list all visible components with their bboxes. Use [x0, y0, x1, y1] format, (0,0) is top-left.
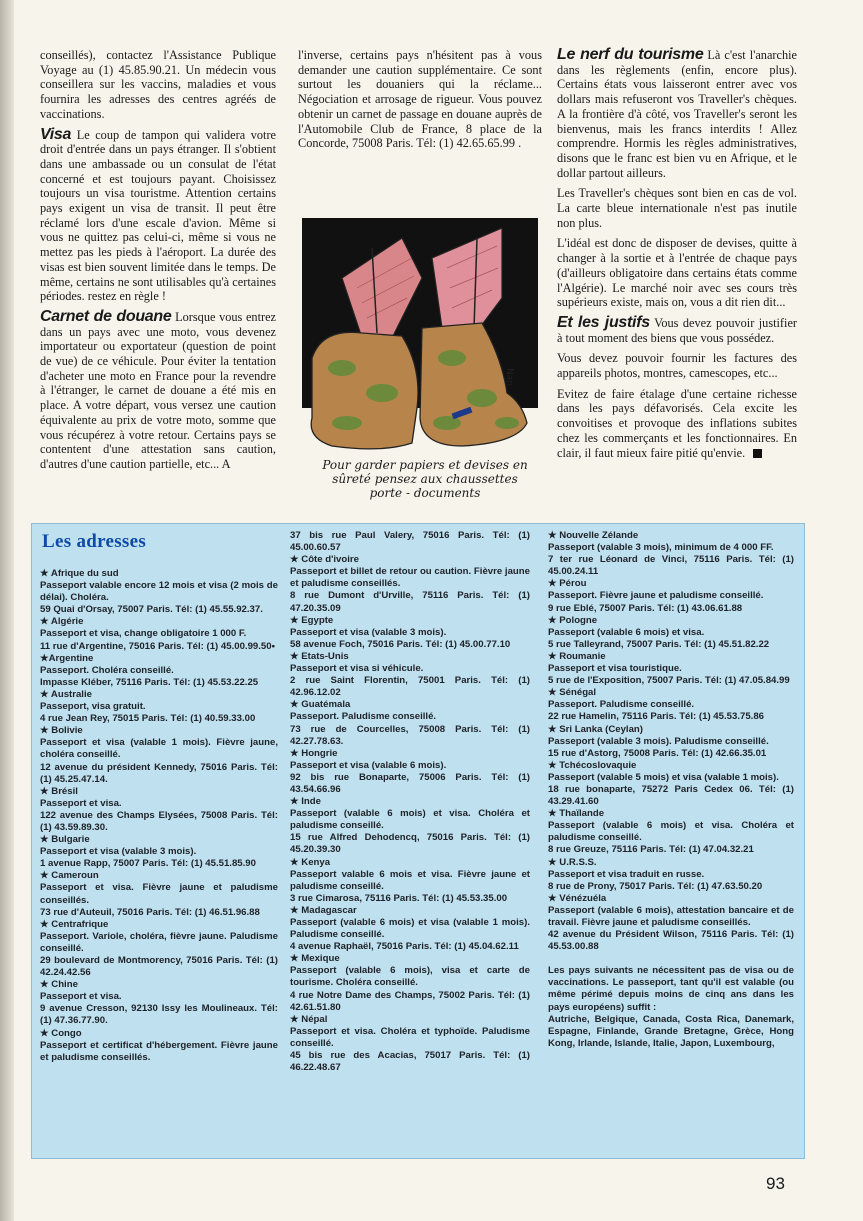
address-entry — [40, 786, 278, 834]
address-info: Passeport et visa (valable 3 mois). — [40, 846, 197, 858]
carnet-continued: l'inverse, certains pays n'hésitent pas à vous demander une caution supplémentaire. Ce sont surtout les douaniers qui la réclame... Négociation et arrosage de rigueur. Vous pouvez obtenir un carnet de passage en douane auprès de l'Automobile Club de France, 8 place de la Concorde, 75008 Paris. Tél: (1) 42.65.65.99 . — [298, 48, 542, 151]
address-entry — [548, 893, 794, 953]
address-entry — [40, 725, 278, 785]
justifs-para-2: Vous devez pouvoir fournir les factures des appareils photos, montres, camescopes, etc... — [557, 351, 797, 381]
page-number: 93 — [766, 1174, 785, 1193]
caption-line-2: sûreté pensez aux chaussettes — [332, 472, 518, 486]
address-address: 18 rue bonaparte, 75272 Paris Cedex 06. Tél: (1) 43.29.41.60 — [548, 783, 794, 808]
heading-nerf-du-tourisme: Le nerf du tourisme — [557, 46, 704, 63]
address-country: ★ U.R.S.S. — [548, 856, 597, 868]
heading-visa: Visa — [40, 125, 72, 143]
address-entry — [548, 808, 794, 856]
no-visa-note: Les pays suivants ne nécessitent pas de visa ou de vaccinations. Le passeport, tant qu'il est valable (ou même périmé depuis moins de cinq ans dans les pays européens) suffit : — [548, 965, 794, 1013]
address-country: ★ Congo — [40, 1027, 82, 1039]
address-info: Passeport et certificat d'hébergement. Fièvre jaune et paludisme conseillés. — [40, 1039, 278, 1063]
sock-illustration — [302, 218, 538, 508]
address-entry — [290, 554, 530, 614]
address-info: Passeport et visa si véhicule. — [290, 663, 424, 675]
address-info: Passeport valable encore 12 mois et visa (2 mois de délai). Choléra. — [40, 580, 278, 604]
address-address: Impasse Kléber, 75116 Paris. Tél: (1) 45.53.22.25 — [40, 676, 259, 688]
address-entry — [40, 834, 278, 870]
address-country: ★ Brésil — [40, 785, 78, 797]
address-info: Passeport. Variole, choléra, fièvre jaune. Paludisme conseillé. — [40, 930, 278, 954]
address-entry — [290, 615, 530, 651]
address-info: Passeport (valable 6 mois) et visa. — [548, 626, 705, 638]
address-info: Passeport et visa. Choléra et typhoïde. Paludisme conseillé. — [290, 1025, 530, 1049]
address-address: 58 avenue Foch, 75016 Paris. Tél: (1) 45.00.77.10 — [290, 638, 511, 650]
address-address: 8 rue Dumont d'Urville, 75116 Paris. Tél: (1) 47.20.35.09 — [290, 590, 530, 614]
address-info: Passeport. Fièvre jaune et paludisme conseillé. — [548, 590, 764, 602]
addresses-column-3 — [548, 530, 794, 1050]
address-address: 122 avenue des Champs Elysées, 75008 Paris. Tél: (1) 43.59.89.30. — [40, 809, 278, 833]
address-country: ★ Chine — [40, 979, 78, 991]
heading-et-les-justifs: Et les justifs — [557, 313, 650, 331]
page-binding-shadow — [0, 0, 14, 1221]
no-visa-countries: Autriche, Belgique, Canada, Costa Rica, Danemark, Espagne, Finlande, Grande Bretagne, Grèce, Hong Kong, Irlande, Islande, Italie, Japon, Luxembourg, — [548, 1013, 794, 1049]
address-address: 15 rue Alfred Dehodencq, 75016 Paris. Tél: (1) 45.20.39.30 — [290, 832, 530, 856]
address-info: Passeport et billet de retour ou caution. Fièvre jaune et paludisme conseillés. — [290, 566, 530, 590]
address-entry — [548, 687, 794, 723]
address-address: 9 rue Eblé, 75007 Paris. Tél: (1) 43.06.61.88 — [548, 602, 743, 614]
address-info: Passeport et visa (valable 1 mois). Fièvre jaune, choléra conseillé. — [40, 737, 278, 761]
address-entry — [290, 796, 530, 856]
address-country: ★ Guatémala — [290, 699, 351, 711]
address-info: Passeport et visa. Fièvre jaune et paludisme conseillés. — [40, 882, 278, 906]
address-country: ★ Thaïlande — [548, 808, 605, 820]
address-info: Passeport et visa, change obligatoire 1 000 F. — [40, 628, 247, 640]
section-visa — [40, 125, 276, 304]
address-entry — [290, 530, 530, 554]
address-address: 2 rue Saint Florentin, 75001 Paris. Tél: (1) 42.96.12.02 — [290, 675, 530, 699]
address-address: 5 rue de l'Exposition, 75007 Paris. Tél: (1) 47.05.84.99 — [548, 675, 790, 687]
address-info: Passeport (valable 3 mois), minimum de 4 000 FF. — [548, 542, 774, 554]
caption-line-1: Pour garder papiers et devises en — [322, 458, 528, 472]
address-info: Passeport valable 6 mois et visa. Fièvre jaune et paludisme conseillé. — [290, 868, 530, 892]
intro-paragraph: conseillés), contactez l'Assistance Publique Voyage au (1) 45.85.90.21. Un médecin vous conseillera sur les vaccins, maladies et vous fournira les adresses des centres agréés de vaccinations. — [40, 48, 276, 121]
address-country: ★ Hongrie — [290, 747, 338, 759]
address-address: 37 bis rue Paul Valery, 75016 Paris. Tél: (1) 45.00.60.57 — [290, 530, 530, 554]
address-entry — [40, 616, 278, 652]
address-info: Passeport et visa (valable 3 mois). — [290, 626, 447, 638]
address-country: ★ Pérou — [548, 578, 587, 590]
address-address: 7 ter rue Léonard de Vinci, 75116 Paris. Tél: (1) 45.00.24.11 — [548, 554, 794, 578]
nerf-para-3: L'idéal est donc de disposer de devises, quitte à changer à la sortie et à l'entrée de chaque pays (d'ailleurs obligatoire dans certains états comme l'Algérie). Le marché noir avec ses cours très supérieurs existe, mais on, vous a dit rien dit... — [557, 236, 797, 310]
address-country: ★ Népal — [290, 1013, 328, 1025]
address-entry — [40, 979, 278, 1027]
address-address: 73 rue d'Auteuil, 75016 Paris. Tél: (1) 46.51.96.88 — [40, 906, 260, 918]
address-entry — [548, 760, 794, 808]
address-entry — [40, 919, 278, 979]
address-entry — [290, 699, 530, 747]
address-address: 3 rue Cimarosa, 75116 Paris. Tél: (1) 45.53.35.00 — [290, 892, 508, 904]
address-address: 4 rue Jean Rey, 75015 Paris. Tél: (1) 40.59.33.00 — [40, 713, 256, 725]
address-info: Passeport (valable 6 mois), visa et carte de tourisme. Choléra conseillé. — [290, 965, 530, 989]
address-entry — [548, 530, 794, 578]
article-column-1 — [40, 48, 276, 478]
text-visa: Le coup de tampon qui validera votre droit d'entrée dans un pays étranger. Il s'obtient dans une ambassade ou un consulat de l'état concerné et est toujours payant. Choisissez toujours un visa touristme. Attention certains pays exigent un visa de transit. Il peut être réclamé lors d'une escale d'avion. Même si vous ne quittez pas celui-ci, même si vous ne mettez pas les pieds à l'aéroport. La durée des visas est bien souvent limitée dans le temps. De même, certains ne sont utilisables qu'à certaines périodes. restez en règle ! — [40, 127, 276, 304]
address-info: Passeport (valable 6 mois) et visa (valable 1 mois). Paludisme conseillé. — [290, 917, 530, 941]
address-info: Passeport (valable 3 mois). Paludisme conseillé. — [548, 735, 769, 747]
address-country: ★ Centrafrique — [40, 918, 109, 930]
address-country: ★ Kenya — [290, 856, 331, 868]
address-info: Passeport (valable 5 mois) et visa (valable 1 mois). — [548, 771, 779, 783]
address-address: 59 Quai d'Orsay, 75007 Paris. Tél: (1) 45.55.92.37. — [40, 604, 263, 616]
section-carnet — [40, 307, 276, 472]
heading-carnet-de-douane: Carnet de douane — [40, 307, 172, 325]
address-info: Passeport. Choléra conseillé. — [40, 664, 174, 676]
address-country: ★ Egypte — [290, 614, 334, 626]
address-address: 8 rue de Prony, 75017 Paris. Tél: (1) 47.63.50.20 — [548, 880, 763, 892]
address-info: Passeport et visa traduit en russe. — [548, 868, 705, 880]
address-entry — [548, 857, 794, 893]
addresses-box — [31, 523, 805, 1159]
justifs-para-1: Vous devez pouvoir justifier à tout moment des biens que vous possédez. — [557, 315, 797, 345]
address-country: ★ Pologne — [548, 614, 598, 626]
address-country: ★ Cameroun — [40, 870, 99, 882]
address-info: Passeport et visa (valable 6 mois). — [290, 759, 447, 771]
address-info: Passeport (valable 6 mois) et visa. Choléra et paludisme conseillé. — [548, 820, 794, 844]
illustration-caption — [320, 458, 530, 500]
nerf-para-1: Là c'est l'anarchie dans les règlements (enfin, encore plus). Certains états vous laisseront entrer avec vos dollars mais refuseront vos Traveller's chèques. A la frontière d'à côté, vos Traveller's seront les bienvenus, mais les francs interdits ! Allez comprendre. Hormis les règles administratives, disons que le franc est bien vu en Afrique, et le dollar partout ailleurs. — [557, 48, 797, 180]
address-address: 4 avenue Raphaël, 75016 Paris. Tél: (1) 45.04.62.11 — [290, 941, 519, 953]
address-entry — [290, 651, 530, 699]
address-address: 42 avenue du Président Wilson, 75116 Paris. Tél: (1) 45.53.00.88 — [548, 929, 794, 953]
address-entry — [40, 1028, 278, 1064]
address-entry — [40, 568, 278, 616]
address-info: Passeport (valable 6 mois) et visa. Choléra et paludisme conseillé. — [290, 808, 530, 832]
address-address: 1 avenue Rapp, 75007 Paris. Tél: (1) 45.51.85.90 — [40, 858, 256, 870]
address-country: ★ Roumanie — [548, 650, 606, 662]
addresses-column-2 — [290, 530, 530, 1074]
end-of-article-mark — [753, 449, 762, 458]
address-country: ★ Nouvelle Zélande — [548, 530, 639, 541]
nerf-para-2: Les Traveller's chèques sont bien en cas de vol. La carte bleue internationale n'est pas inutile non plus. — [557, 186, 797, 230]
section-justifs — [557, 313, 797, 345]
article-column-2 — [298, 48, 542, 157]
justifs-para-3 — [557, 387, 797, 461]
address-entry — [290, 953, 530, 1013]
address-entry — [290, 1014, 530, 1074]
address-country: ★ Mexique — [290, 953, 340, 965]
address-country: ★ Sri Lanka (Ceylan) — [548, 723, 643, 735]
address-entry — [290, 905, 530, 953]
address-address: 11 rue d'Argentine, 75016 Paris. Tél: (1) 45.00.99.50• — [40, 640, 275, 652]
address-country: ★ Madagascar — [290, 904, 357, 916]
address-country: ★ Bolivie — [40, 725, 83, 737]
address-info: Passeport. Paludisme conseillé. — [290, 711, 437, 723]
address-entry — [290, 857, 530, 905]
address-country: ★ Algérie — [40, 616, 84, 628]
address-country: ★ Australie — [40, 688, 92, 700]
address-country: ★ Inde — [290, 796, 321, 808]
address-address: 5 rue Talleyrand, 75007 Paris. Tél: (1) 45.51.82.22 — [548, 638, 770, 650]
address-info: Passeport et visa. — [40, 797, 122, 809]
address-entry — [40, 653, 278, 689]
address-entry — [548, 578, 794, 614]
text-carnet-de-douane: Lorsque vous entrez dans un pays avec une moto, vous devenez importateur ou exportateur (question de point de vue) de ce véhicule. Pour éviter la tentation d'acheter une moto en France pour la revendre à l'étranger, le carnet de douane a été mis en place. A votre départ, vous versez une caution équivalente au prix de votre moto, somme que vous récupérez à votre retour. Certains pays se contentent d'une attestation sans caution, d'autres d'une caution partielle, etc... A — [40, 309, 276, 471]
address-info: Passeport, visa gratuit. — [40, 701, 146, 713]
address-address: 8 rue Greuze, 75116 Paris. Tél: (1) 47.04.32.21 — [548, 844, 754, 856]
address-address: 29 boulevard de Montmorency, 75016 Paris. Tél: (1) 42.24.42.56 — [40, 955, 278, 979]
address-address: 12 avenue du président Kennedy, 75016 Paris. Tél: (1) 45.25.47.14. — [40, 761, 278, 785]
address-country: ★ Sénégal — [548, 687, 597, 699]
address-address: 22 rue Hamelin, 75116 Paris. Tél: (1) 45.53.75.86 — [548, 711, 764, 723]
address-info: Passeport et visa touristique. — [548, 663, 682, 675]
address-info: Passeport et visa. — [40, 991, 122, 1003]
address-address: 73 rue de Courcelles, 75008 Paris. Tél: (1) 42.27.78.63. — [290, 723, 530, 747]
address-info: Passeport. Paludisme conseillé. — [548, 699, 695, 711]
address-entry — [548, 615, 794, 651]
caption-line-3: porte - documents — [369, 486, 481, 500]
address-info: Passeport (valable 6 mois), attestation bancaire et de travail. Fièvre jaune et paludisme conseillés. — [548, 904, 794, 928]
address-entry — [548, 724, 794, 760]
section-nerf — [557, 48, 797, 180]
address-country: ★ Afrique du sud — [40, 568, 119, 579]
address-entry — [40, 689, 278, 725]
address-country: ★ Côte d'ivoire — [290, 554, 359, 566]
address-country: ★ Etats-Unis — [290, 650, 349, 662]
address-address: 4 rue Notre Dame des Champs, 75002 Paris. Tél: (1) 42.61.51.80 — [290, 989, 530, 1013]
address-entry — [290, 748, 530, 796]
address-country: ★ Vénézuéla — [548, 892, 607, 904]
address-address: 15 rue d'Astorg, 75008 Paris. Tél: (1) 42.66.35.01 — [548, 747, 767, 759]
address-entry — [40, 870, 278, 918]
addresses-column-1 — [40, 530, 278, 1064]
addresses-title: Les adresses — [42, 531, 147, 552]
article-column-3 — [557, 48, 797, 466]
artist-signature: Nan — [504, 368, 514, 386]
address-entry — [548, 651, 794, 687]
address-address: 9 avenue Cresson, 92130 Issy les Moulineaux. Tél: (1) 47.36.77.90. — [40, 1003, 278, 1027]
justifs-para-3-text: Evitez de faire étalage d'une certaine richesse dans les pays défavorisés. Cela excite les convoitises et provoque des inflations subites chez les commerçants et les fonctionnaires. En clair, il faut mieux faire pitié qu'envie. — [557, 386, 797, 460]
address-address: 45 bis rue des Acacias, 75017 Paris. Tél: (1) 46.22.48.67 — [290, 1050, 530, 1074]
address-address: 92 bis rue Bonaparte, 75006 Paris. Tél: (1) 43.54.66.96 — [290, 771, 530, 795]
address-country: ★ Tchécoslovaquie — [548, 759, 637, 771]
address-country: ★ Bulgarie — [40, 834, 90, 846]
address-country: ★Argentine — [40, 652, 94, 664]
